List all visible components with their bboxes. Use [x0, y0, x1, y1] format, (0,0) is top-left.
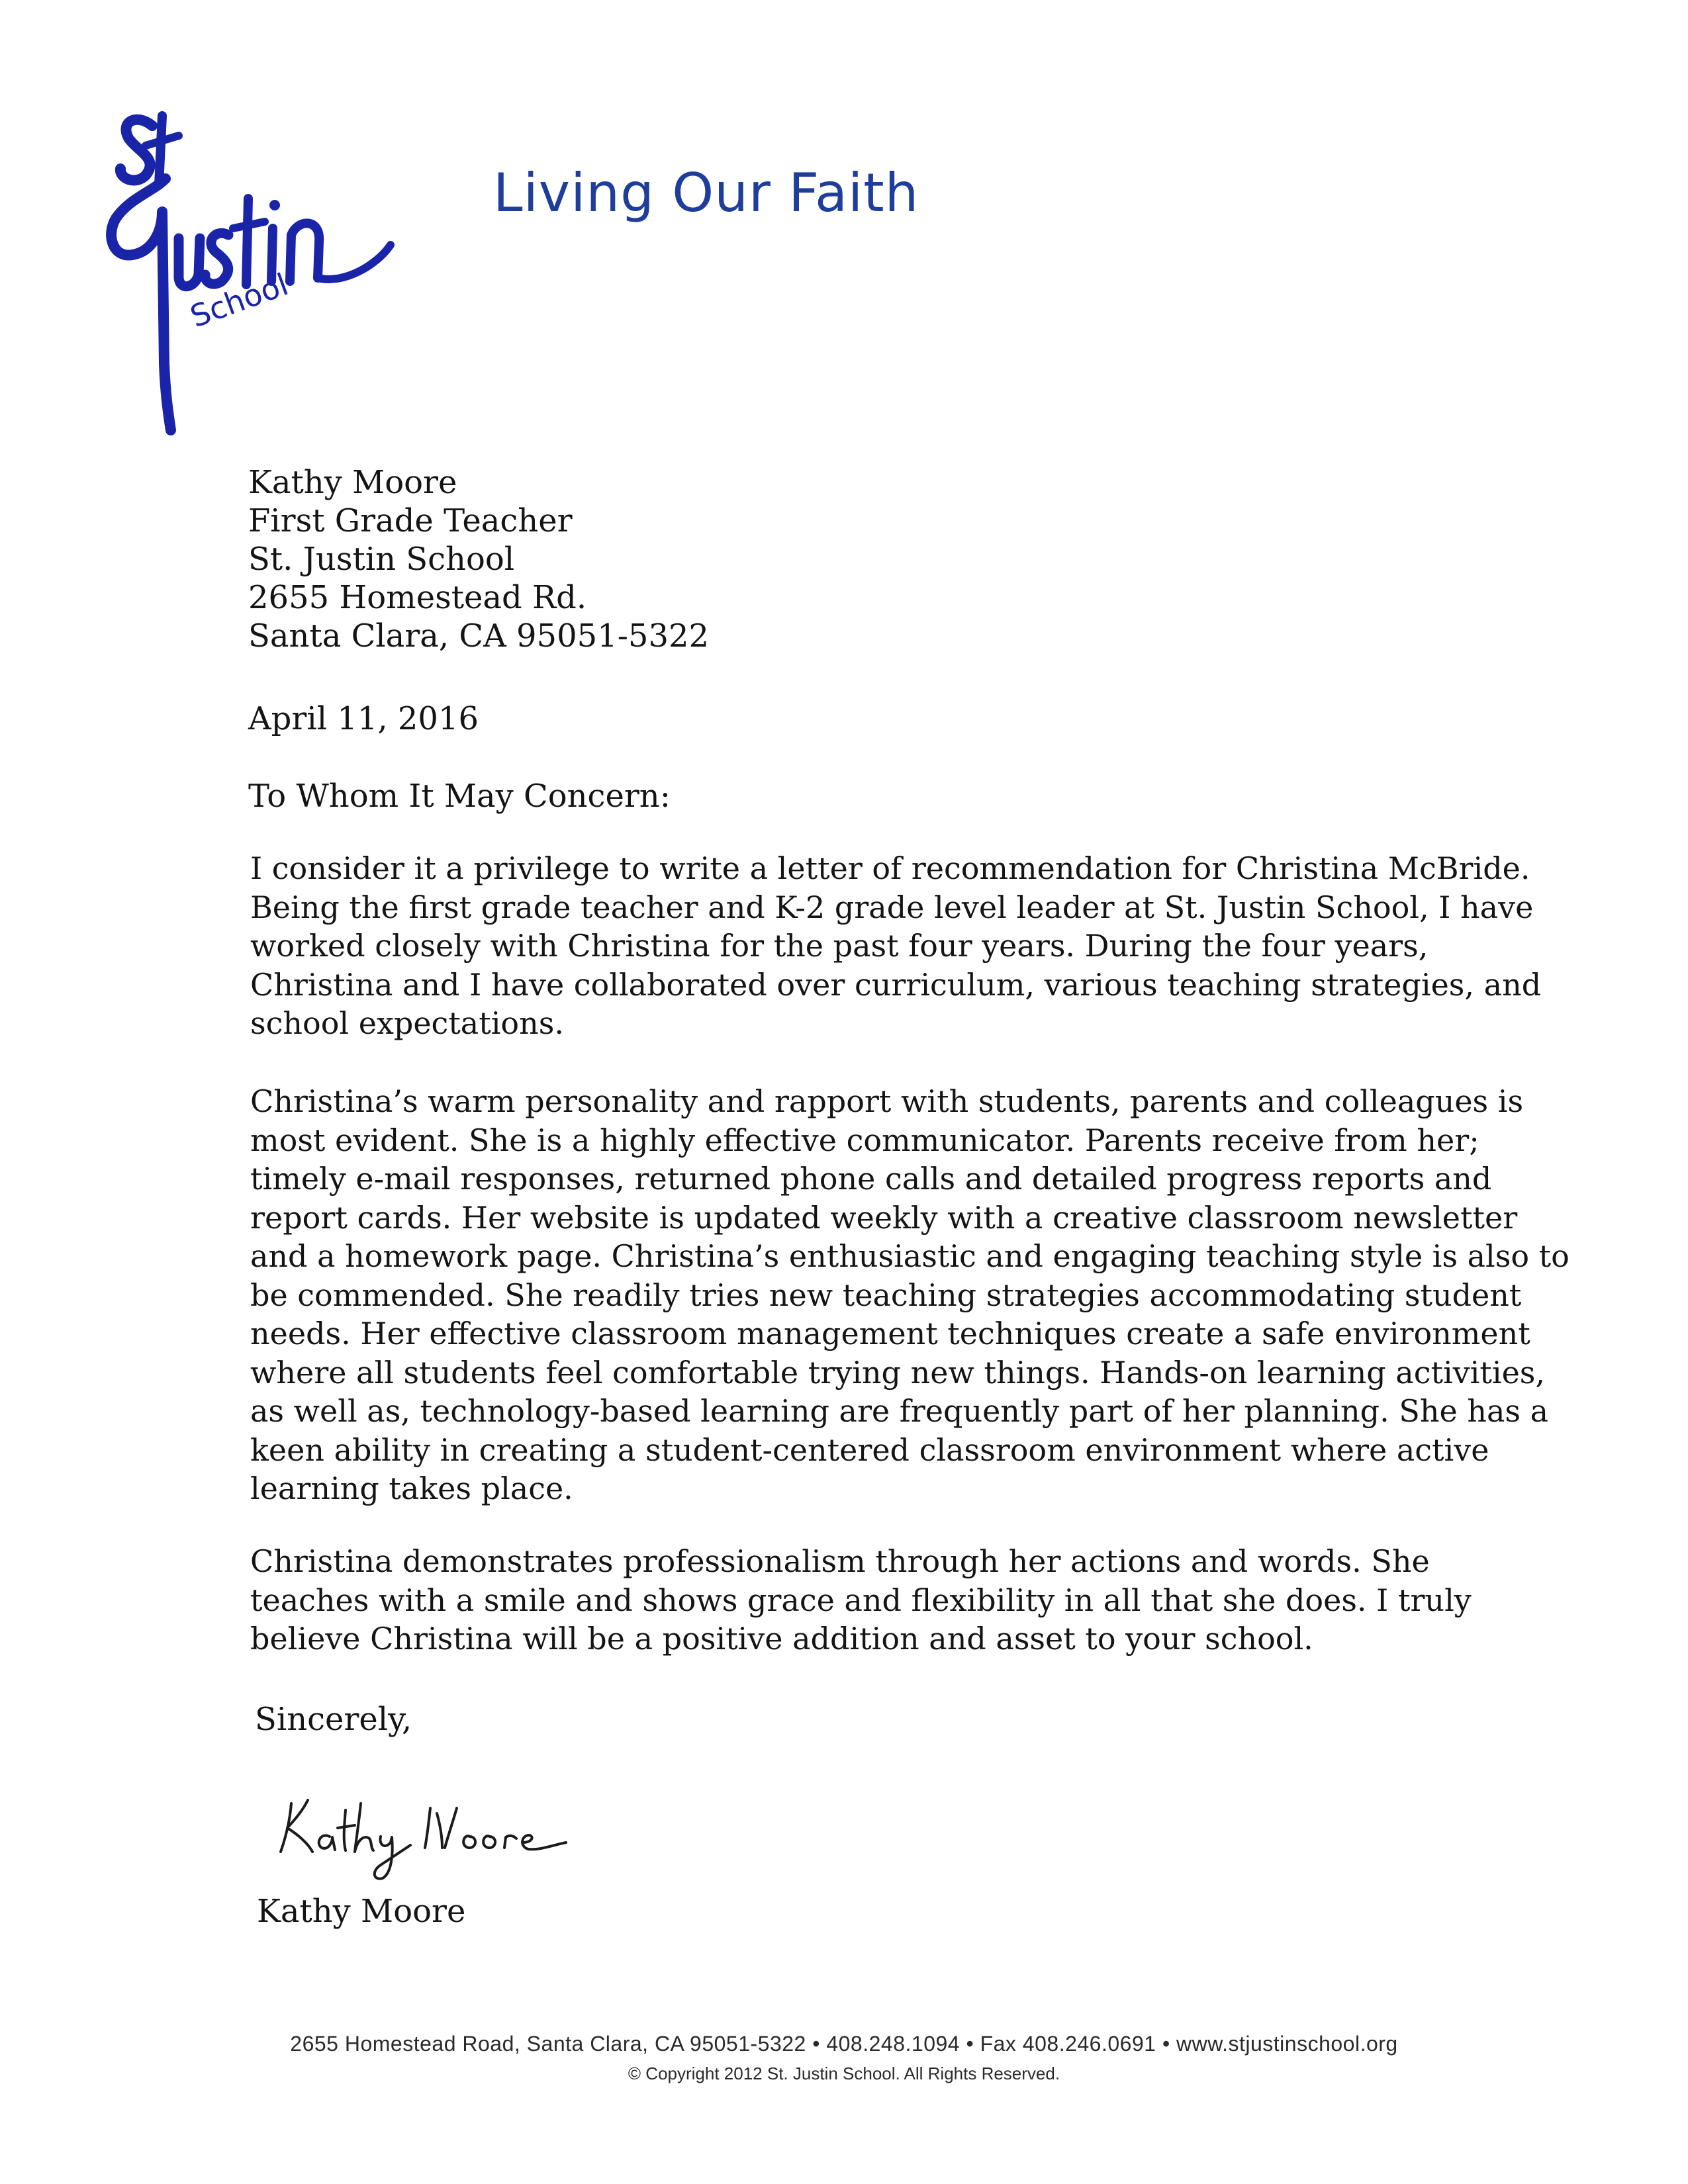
- footer-contact: 2655 Homestead Road, Santa Clara, CA 95051-5322 • 408.248.1094 • Fax 408.246.0691 • www.stjustinschool.org: [290, 2032, 1398, 2056]
- paragraph-line: needs. Her effective classroom management techniques create a safe environment: [250, 1316, 1530, 1351]
- closing: Sincerely,: [255, 1701, 412, 1738]
- st-justin-school-logo: [79, 86, 424, 443]
- paragraph-line: I consider it a privilege to write a letter of recommendation for Christina McBride.: [250, 850, 1530, 886]
- sender-street: 2655 Homestead Rd.: [248, 579, 587, 616]
- handwritten-signature: [271, 1774, 576, 1886]
- paragraph-line: be commended. She readily tries new teaching strategies accommodating student: [250, 1277, 1522, 1313]
- paragraph-line: Christina and I have collaborated over curriculum, various teaching strategies, and: [250, 966, 1542, 1003]
- paragraph-line: learning takes place.: [250, 1471, 573, 1506]
- paragraph-line: keen ability in creating a student-centered classroom environment where active: [250, 1432, 1489, 1468]
- paragraph-line: as well as, technology-based learning are frequently part of her planning. She has a: [250, 1393, 1549, 1429]
- signer-name: Kathy Moore: [257, 1893, 466, 1930]
- paragraph-line: timely e-mail responses, returned phone calls and detailed progress reports and: [250, 1161, 1492, 1197]
- salutation: To Whom It May Concern:: [248, 778, 671, 815]
- paragraph-line: most evident. She is a highly effective communicator. Parents receive from her;: [250, 1122, 1479, 1158]
- body-paragraph-2: [250, 1082, 1570, 1508]
- body-paragraph-3: [250, 1542, 1472, 1659]
- paragraph-line: worked closely with Christina for the past four years. During the four years,: [250, 928, 1429, 964]
- paragraph-line: school expectations.: [250, 1005, 564, 1041]
- paragraph-line: teaches with a smile and shows grace and flexibility in all that she does. I truly: [250, 1582, 1472, 1618]
- paragraph-line: Christina’s warm personality and rapport with students, parents and colleagues is: [250, 1083, 1524, 1119]
- letter-date: April 11, 2016: [248, 700, 479, 737]
- footer-copyright: © Copyright 2012 St. Justin School. All Rights Reserved.: [628, 2064, 1060, 2083]
- sender-school: St. Justin School: [248, 541, 515, 578]
- paragraph-line: and a homework page. Christina’s enthusiastic and engaging teaching style is also to: [250, 1238, 1570, 1274]
- body-paragraph-1: [250, 849, 1542, 1043]
- letterhead-tagline: Living Our Faith: [493, 162, 919, 224]
- sender-name: Kathy Moore: [248, 464, 457, 501]
- paragraph-line: Christina demonstrates professionalism through her actions and words. She: [250, 1543, 1430, 1579]
- paragraph-line: report cards. Her website is updated weekly with a creative classroom newsletter: [250, 1199, 1518, 1236]
- svg-text:School: School: [185, 266, 293, 335]
- sender-city: Santa Clara, CA 95051-5322: [248, 617, 710, 655]
- paragraph-line: Being the first grade teacher and K-2 grade level leader at St. Justin School, I have: [250, 889, 1534, 925]
- sender-title: First Grade Teacher: [248, 502, 573, 539]
- paragraph-line: where all students feel comfortable trying new things. Hands-on learning activities,: [250, 1354, 1546, 1390]
- paragraph-line: believe Christina will be a positive addition and asset to your school.: [250, 1621, 1313, 1657]
